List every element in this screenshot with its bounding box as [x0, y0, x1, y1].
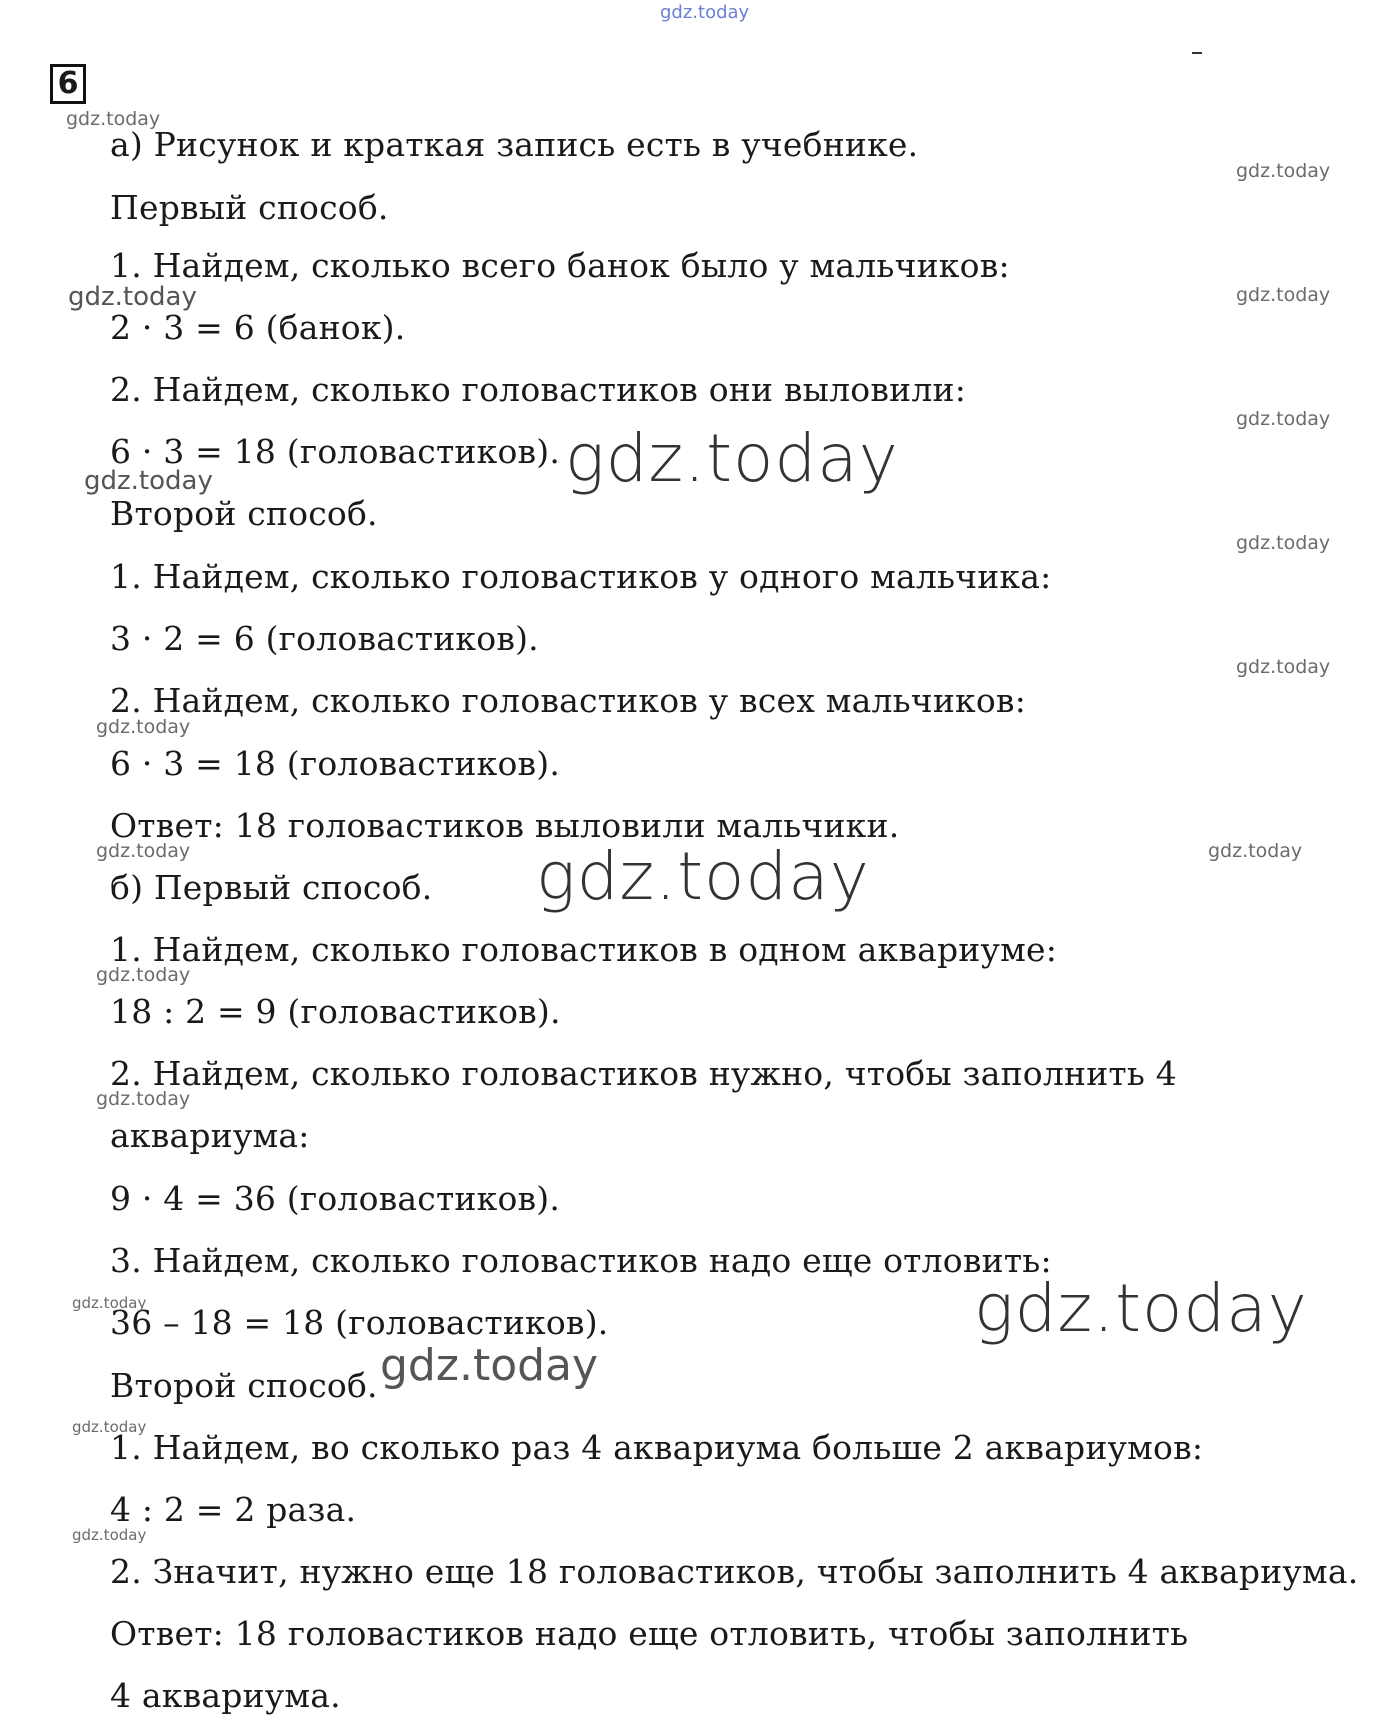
text-line: 2. Найдем, сколько головастиков они выловили: — [110, 370, 967, 409]
watermark: gdz.today — [974, 1270, 1308, 1347]
text-line: 6 · 3 = 18 (головастиков). — [110, 432, 561, 471]
text-line: б) Первый способ. — [110, 868, 433, 907]
text-line: 18 : 2 = 9 (головастиков). — [110, 992, 561, 1031]
watermark: gdz.today — [536, 838, 870, 915]
watermark: gdz.today — [1236, 160, 1331, 182]
corner-mark — [1192, 52, 1202, 54]
text-line: 2. Найдем, сколько головастиков нужно, чтобы заполнить 4 — [110, 1054, 1177, 1093]
watermark: gdz.today — [380, 1340, 599, 1391]
text-line: аквариума: — [110, 1116, 310, 1155]
text-line: а) Рисунок и краткая запись есть в учебнике. — [110, 125, 919, 164]
watermark: gdz.today — [96, 716, 191, 738]
watermark: gdz.today — [96, 964, 191, 986]
watermark: gdz.today — [1236, 408, 1331, 430]
text-line: 6 · 3 = 18 (головастиков). — [110, 744, 561, 783]
task-number-box: 6 — [50, 64, 86, 104]
watermark: gdz.today — [1236, 284, 1331, 306]
text-line: 2 · 3 = 6 (банок). — [110, 308, 406, 347]
text-line: 2. Значит, нужно еще 18 головастиков, чтобы заполнить 4 аквариума. — [110, 1552, 1359, 1591]
text-line: 3 · 2 = 6 (головастиков). — [110, 619, 539, 658]
text-line: 1. Найдем, сколько головастиков у одного мальчика: — [110, 557, 1052, 596]
watermark: gdz.today — [1236, 656, 1331, 678]
text-line: 9 · 4 = 36 (головастиков). — [110, 1179, 561, 1218]
watermark: gdz.today — [72, 1526, 147, 1544]
watermark: gdz.today — [84, 466, 213, 496]
text-line: 2. Найдем, сколько головастиков у всех мальчиков: — [110, 681, 1027, 720]
text-line: 3. Найдем, сколько головастиков надо еще отловить: — [110, 1241, 1052, 1280]
text-line: Ответ: 18 головастиков надо еще отловить, чтобы заполнить — [110, 1614, 1189, 1653]
watermark: gdz.today — [68, 282, 197, 312]
text-line: 1. Найдем, во сколько раз 4 аквариума больше 2 аквариумов: — [110, 1428, 1204, 1467]
text-line: 4 : 2 = 2 раза. — [110, 1490, 357, 1529]
watermark: gdz.today — [1236, 532, 1331, 554]
watermark: gdz.today — [72, 1294, 147, 1312]
text-line: Второй способ. — [110, 494, 378, 533]
text-line: Второй способ. — [110, 1366, 378, 1405]
text-line: 1. Найдем, сколько головастиков в одном аквариуме: — [110, 930, 1058, 969]
watermark: gdz.today — [1208, 840, 1303, 862]
watermark: gdz.today — [96, 840, 191, 862]
text-line: 1. Найдем, сколько всего банок было у мальчиков: — [110, 246, 1010, 285]
watermark: gdz.today — [66, 108, 161, 130]
watermark: gdz.today — [565, 420, 899, 497]
watermark: gdz.today — [72, 1418, 147, 1436]
text-line: 36 – 18 = 18 (головастиков). — [110, 1303, 609, 1342]
watermark: gdz.today — [96, 1088, 191, 1110]
text-line: Первый способ. — [110, 188, 389, 227]
text-line: Ответ: 18 головастиков выловили мальчики. — [110, 806, 900, 845]
watermark: gdz.today — [660, 2, 750, 23]
text-line: 4 аквариума. — [110, 1676, 341, 1715]
